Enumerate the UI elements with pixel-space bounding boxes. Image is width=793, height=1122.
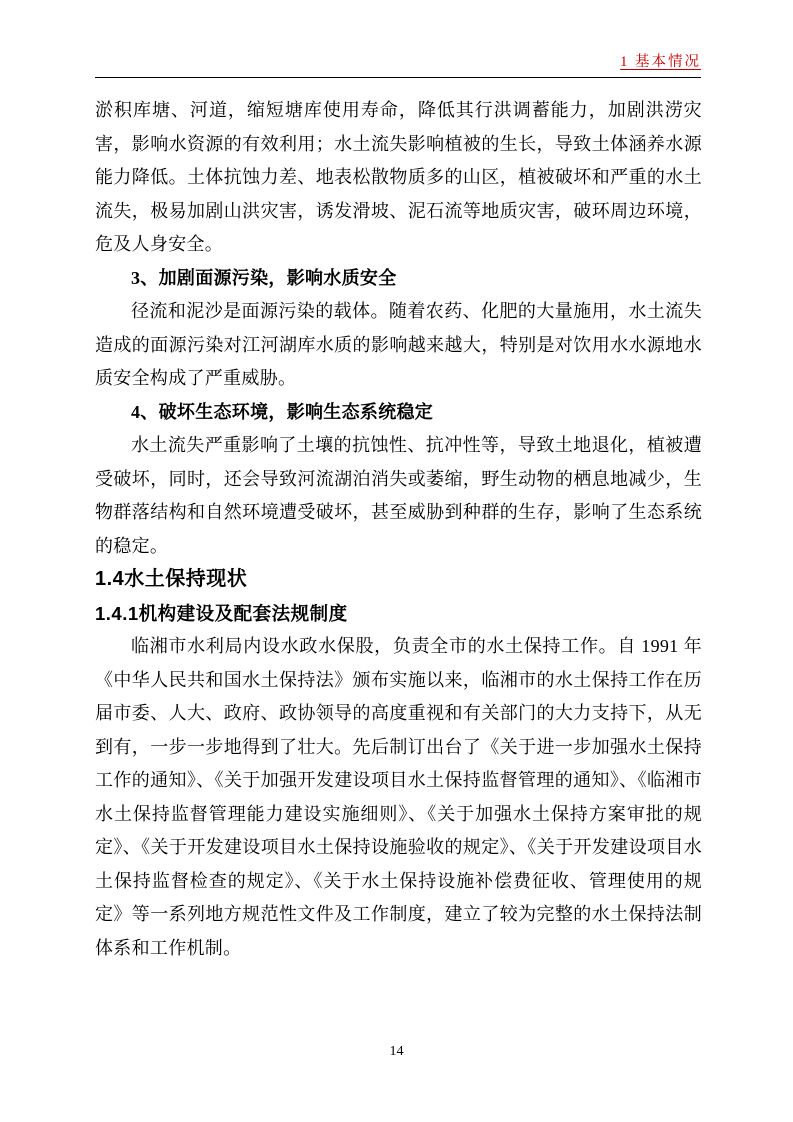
paragraph-continued: 淤积库塘、河道，缩短塘库使用寿命，降低其行洪调蓄能力，加剧洪涝灾害，影响水资源的有效利用；水土流失影响植被的生长，导致土体涵养水源能力降低。土体抗蚀力差、地表松散物质多的山区，植被破坏和严重的水土流失，极易加剧山洪灾害，诱发滑坡、泥石流等地质灾害，破环周边环境，危及人身安全。 bbox=[95, 100, 702, 254]
subsection-heading-1-4-1: 1.4.1机构建设及配套法规制度 bbox=[95, 602, 348, 624]
page-footer bbox=[0, 1042, 793, 1060]
header-section-label: 1 基本情况 bbox=[620, 54, 701, 70]
section-heading-1-4: 1.4水土保持现状 bbox=[95, 568, 248, 590]
heading-item-3: 3、加剧面源污染，影响水质安全 bbox=[131, 267, 397, 288]
heading-item-4: 4、破坏生态环境，影响生态系统稳定 bbox=[131, 401, 434, 422]
paragraph: 水土流失严重影响了土壤的抗蚀性、抗冲性等，导致土地退化，植被遭受破坏，同时，还会导致河流湖泊消失或萎缩，野生动物的栖息地减少，生物群落结构和自然环境遭受破坏，甚至威胁到种群的生存，影响了生态系统的稳定。 bbox=[95, 435, 702, 556]
document-body bbox=[95, 94, 702, 965]
page-header bbox=[95, 50, 701, 78]
page-number: 14 bbox=[389, 1044, 404, 1059]
paragraph: 临湘市水利局内设水政水保股，负责全市的水土保持工作。自 1991 年《中华人民共和国水土保持法》颁布实施以来，临湘市的水土保持工作在历届市委、人大、政府、政协领导的高度重视和有关部门的大力支持下，从无到有，一步一步地得到了壮大。先后制订出台了《关于进一步加强水土保持工作的通知》、《关于加强开发建设项目水土保持监督管理的通知》、《临湘市水土保持监督管理能力建设实施细则》、《关于加强水土保持方案审批的规定》、《关于开发建设项目水土保持设施验收的规定》、《关于开发建设项目水土保持监督检查的规定》、《关于水土保持设施补偿费征收、管理使用的规定》等一系列地方规范性文件及工作制度，建立了较为完整的水土保持法制体系和工作机制。 bbox=[95, 636, 702, 958]
paragraph: 径流和泥沙是面源污染的载体。随着农药、化肥的大量施用，水土流失造成的面源污染对江河湖库水质的影响越来越大，特别是对饮用水水源地水质安全构成了严重威胁。 bbox=[95, 301, 702, 388]
